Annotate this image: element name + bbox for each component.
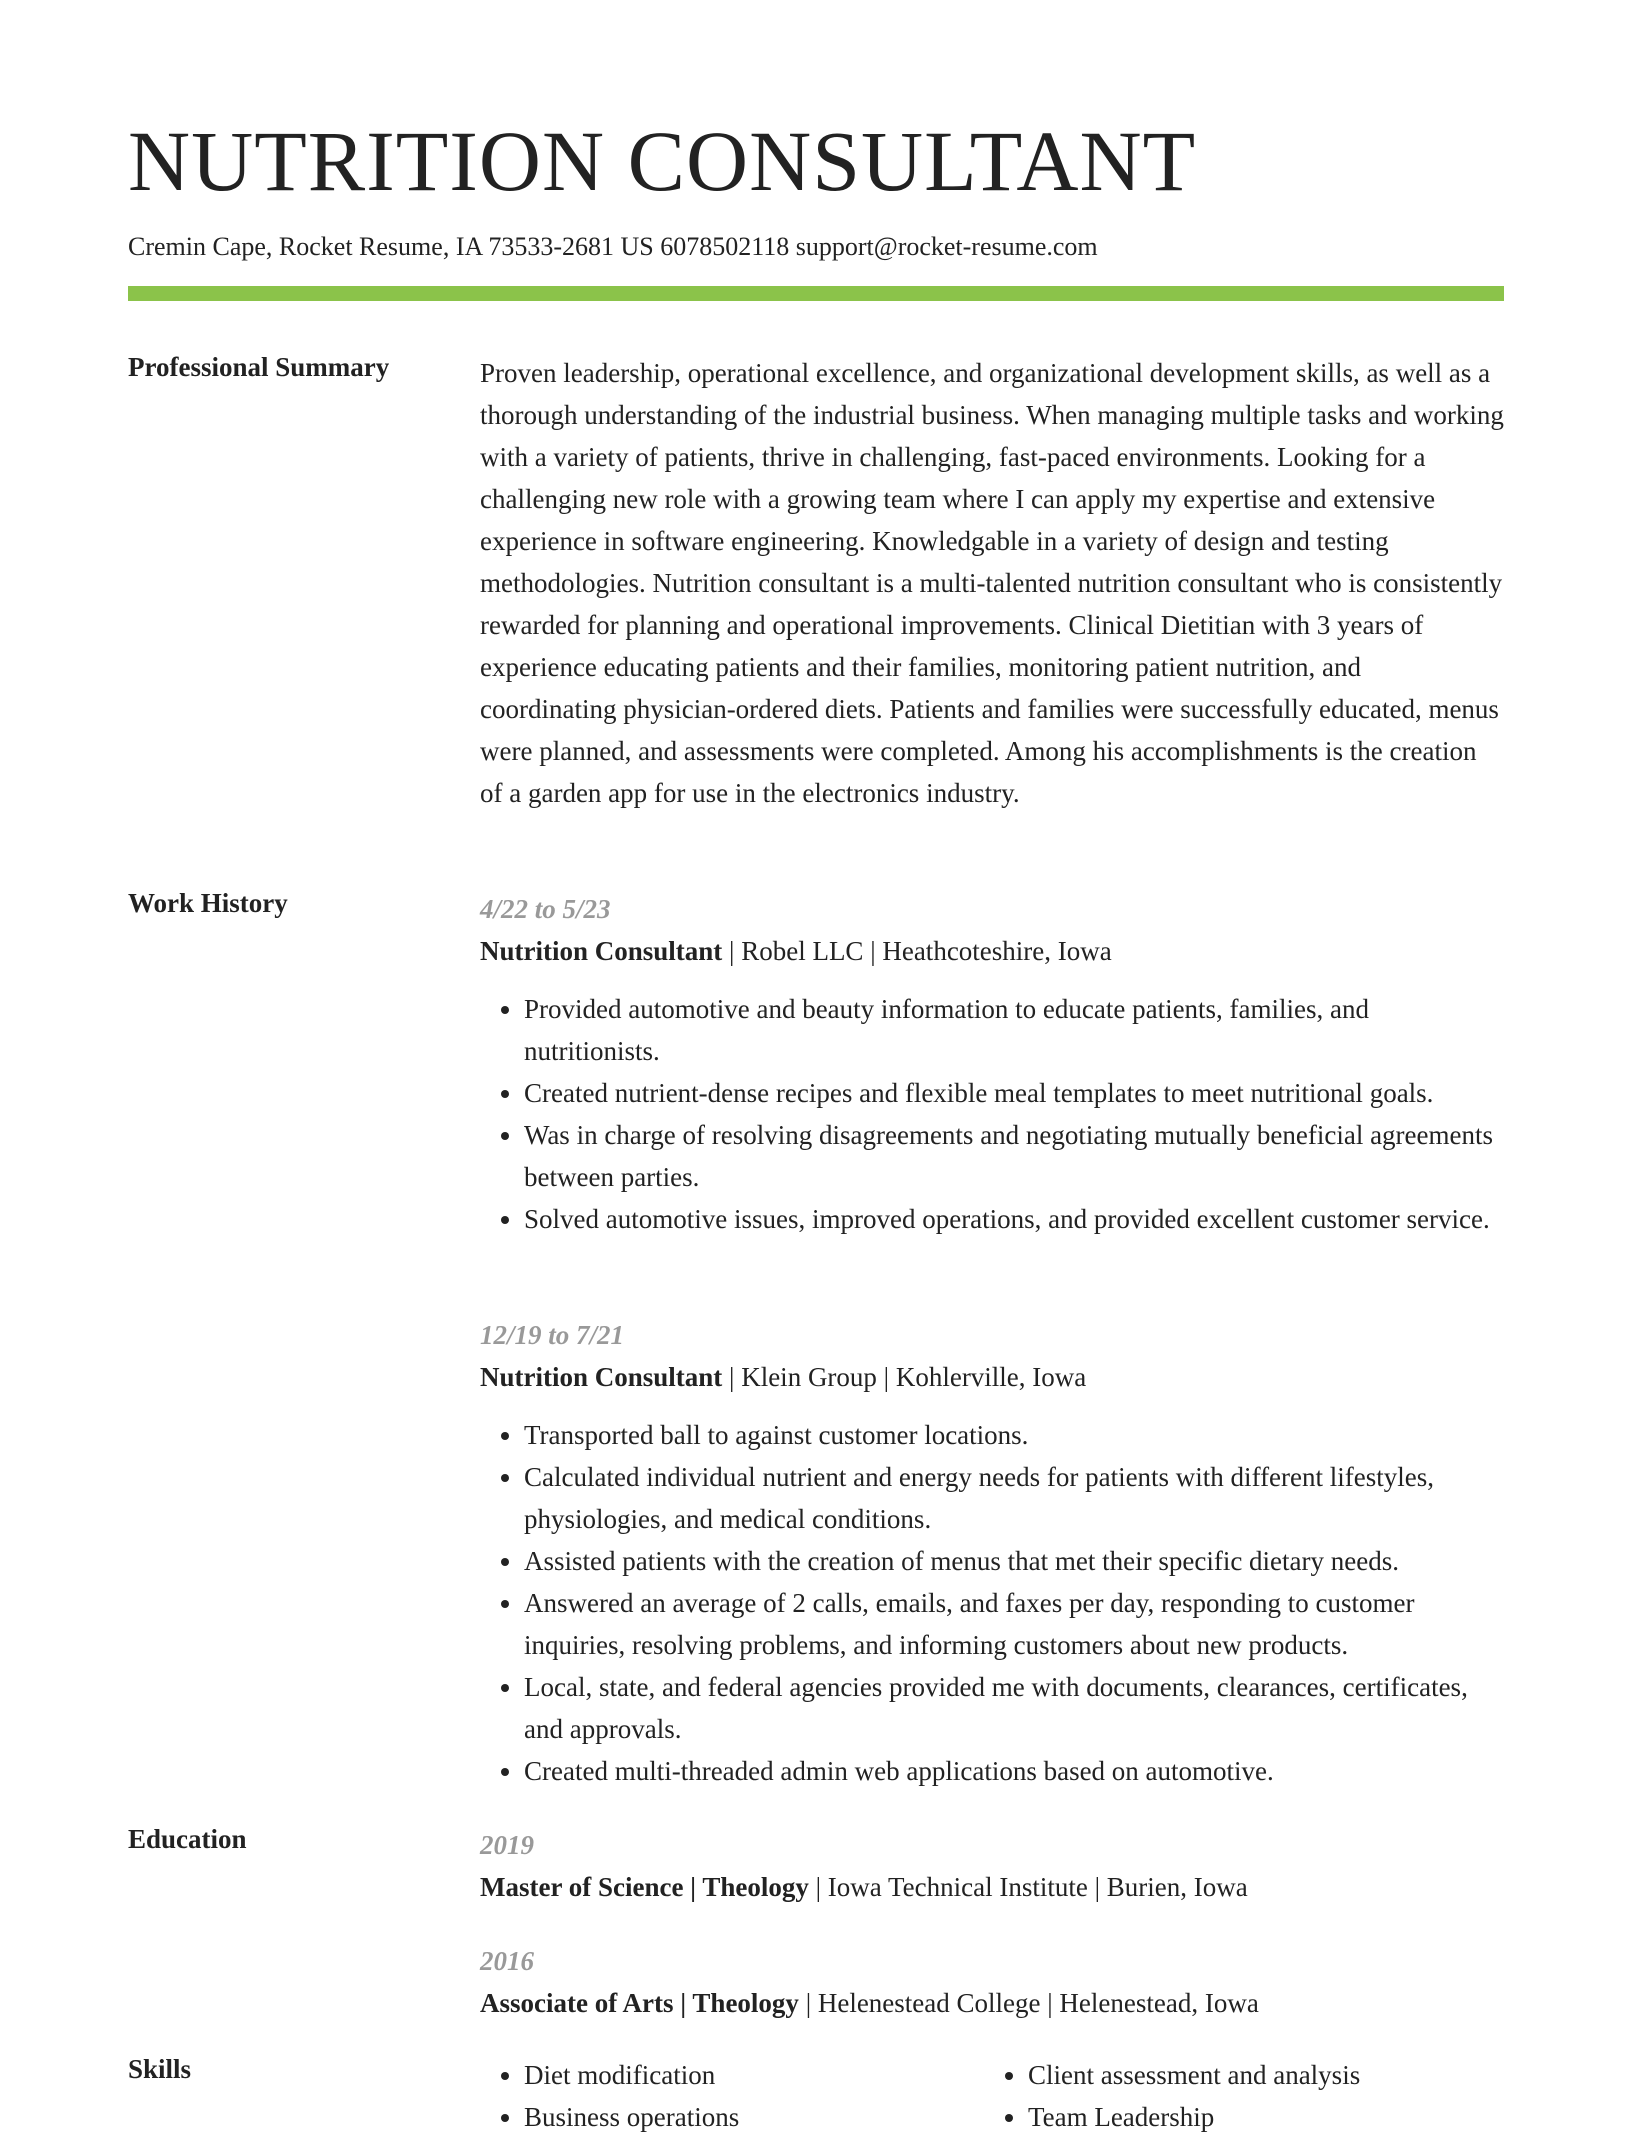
summary-label: Professional Summary	[128, 352, 390, 382]
job-bullet: • Local, state, and federal agencies provided me with documents, clearances, certificates, and approvals.	[524, 1666, 1504, 1750]
education-heading	[480, 1982, 1504, 2024]
job-bullet: • Answered an average of 2 calls, emails, and faxes per day, responding to customer inquiries, resolving problems, and informing customers about new products.	[524, 1582, 1504, 1666]
education-entry	[480, 1940, 1504, 2024]
education-date: 2016	[480, 1946, 534, 1976]
education-details: | Helenestead College | Helenestead, Iowa	[798, 1988, 1259, 2018]
education-details: | Iowa Technical Institute | Burien, Iowa	[808, 1872, 1248, 1902]
job-heading	[480, 930, 1504, 972]
education-date: 2019	[480, 1830, 534, 1860]
summary-content	[480, 352, 1504, 814]
education-heading	[480, 1866, 1504, 1908]
job-bullet: • Provided automotive and beauty information to educate patients, families, and nutritionists.	[524, 988, 1504, 1072]
job-details: | Klein Group | Kohlerville, Iowa	[722, 1362, 1087, 1392]
summary-text: Proven leadership, operational excellence, and organizational development skills, as well as a thorough understanding of the industrial business. When managing multiple tasks and working with a variety of patients, thrive in challenging, fast-paced environments. Looking for a challenging new role with a growing team where I can apply my expertise and extensive experience in software engineering. Knowledgable in a variety of design and testing methodologies. Nutrition consultant is a multi-talented nutrition consultant who is consistently rewarded for planning and operational improvements. Clinical Dietitian with 3 years of experience educating patients and their families, monitoring patient nutrition, and coordinating physician-ordered diets. Patients and families were successfully educated, menus were planned, and assessments were completed. Among his accomplishments is the creation of a garden app for use in the electronics industry.	[480, 358, 1504, 808]
skills-list	[480, 2054, 984, 2138]
skill-item: • Client assessment and analysis	[1028, 2054, 1488, 2096]
skills-column-right	[984, 2054, 1488, 2138]
skills-grid	[480, 2054, 1504, 2138]
job-date: 4/22 to 5/23	[480, 894, 611, 924]
job-heading	[480, 1356, 1504, 1398]
job-title: Nutrition Consultant	[480, 1362, 723, 1392]
resume-title: NUTRITION CONSULTANT	[128, 113, 1197, 209]
skill-item: • Team Leadership	[1028, 2096, 1488, 2138]
job-bullet: • Created nutrient-dense recipes and flexible meal templates to meet nutritional goals.	[524, 1072, 1504, 1114]
contact-line: Cremin Cape, Rocket Resume, IA 73533-2681 US 6078502118 support@rocket-resume.com	[128, 232, 1098, 261]
job-details: | Robel LLC | Heathcoteshire, Iowa	[722, 936, 1112, 966]
skills-content	[480, 2054, 1504, 2138]
job-title: Nutrition Consultant	[480, 936, 723, 966]
education-entry	[480, 1824, 1504, 1908]
job-entry	[480, 888, 1504, 1240]
job-entry	[480, 1314, 1504, 1792]
skill-item: • Business operations	[524, 2096, 984, 2138]
skills-label: Skills	[128, 2054, 192, 2084]
degree-name: Master of Science | Theology	[480, 1872, 809, 1902]
job-bullet: • Calculated individual nutrient and energy needs for patients with different lifestyles, physiologies, and medical conditions.	[524, 1456, 1504, 1540]
job-bullet: • Assisted patients with the creation of menus that met their specific dietary needs.	[524, 1540, 1504, 1582]
accent-divider	[128, 286, 1504, 301]
skills-list	[984, 2054, 1488, 2138]
job-bullet: • Created multi-threaded admin web applications based on automotive.	[524, 1750, 1504, 1792]
skills-column-left	[480, 2054, 984, 2138]
job-bullets	[480, 988, 1504, 1240]
job-bullet: • Transported ball to against customer locations.	[524, 1414, 1504, 1456]
job-bullets	[480, 1414, 1504, 1792]
job-bullet: • Was in charge of resolving disagreements and negotiating mutually beneficial agreements between parties.	[524, 1114, 1504, 1198]
education-label: Education	[128, 1824, 247, 1854]
skill-item: • Diet modification	[524, 2054, 984, 2096]
degree-name: Associate of Arts | Theology	[480, 1988, 799, 2018]
work-history-label: Work History	[128, 888, 288, 918]
job-date: 12/19 to 7/21	[480, 1320, 625, 1350]
job-bullet: • Solved automotive issues, improved operations, and provided excellent customer service.	[524, 1198, 1504, 1240]
